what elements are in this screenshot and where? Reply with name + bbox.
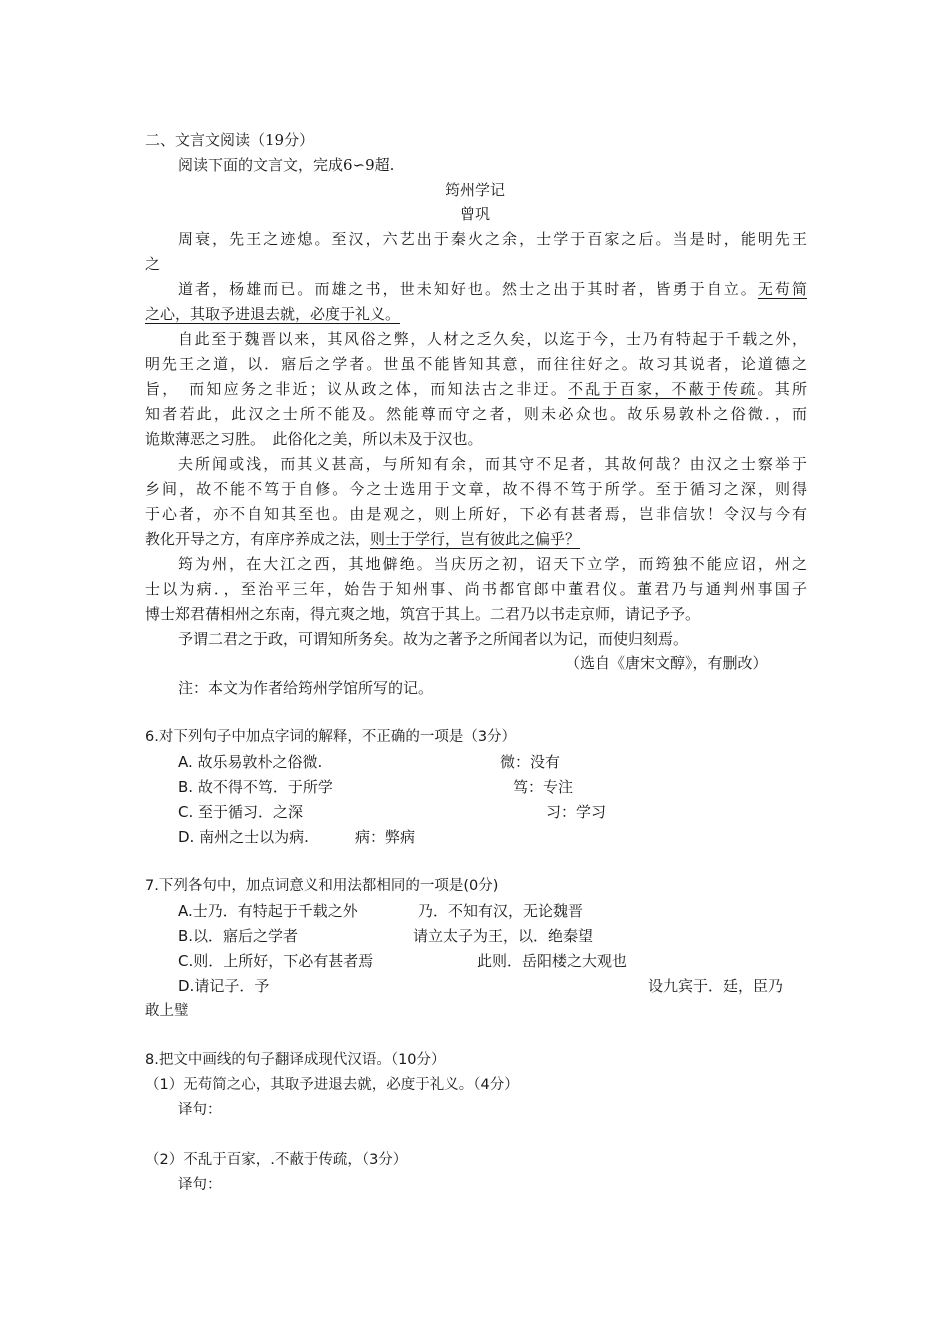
q8-stem: 8.把文中画线的句子翻译成现代汉语。（10分）: [145, 1052, 446, 1068]
para2-line1: 自此至于魏晋以来，其风俗之弊，人材之乏久矣，以迄于今，士乃有特起于千载之外，: [178, 330, 807, 348]
para1-line3-text: 道者，杨雄而已。而雄之书，世未知好也。然士之出于其时者，皆勇于自立。: [178, 280, 758, 298]
para1-line2: 之: [145, 255, 161, 273]
section-title: 二、文言文阅读（19分）: [145, 131, 315, 149]
q8-answer-label-2: 译句：: [178, 1177, 222, 1193]
para2-line3-end: 。其所: [757, 380, 807, 398]
q8-answer-label-1: 译句：: [178, 1102, 222, 1118]
essay-title: 筠州学记: [444, 181, 505, 199]
para3-line2: 乡间，故不能不笃于自修。今之士选用于文章，故不得不笃于所学。至于循习之深，则得: [145, 480, 807, 498]
underlined-sentence-1b: 之心，其取予进退去就，必度于礼义。: [145, 305, 401, 323]
para1-line3: [178, 279, 807, 299]
q7-option-c: C.则．上所好，下必有甚者焉: [178, 952, 374, 970]
q7-option-d-compare: 设九宾于．廷，臣乃: [648, 977, 784, 995]
q7-option-a: A.士乃．有特起于千载之外: [178, 902, 358, 920]
essay-author: 曾巩: [459, 205, 490, 223]
q6-option-c: C. 至于循习．之深: [178, 803, 304, 821]
para3-line4: [145, 529, 580, 549]
para3-line3: 于心者，亦不自知其至也。由是观之，则上所好，下必有甚者焉，岂非信欤！令汉与今有: [145, 505, 807, 523]
para2-line3-text: 旨， 而知应务之非近；议从政之体，而知法古之非迂。: [145, 380, 569, 398]
q6-option-a-answer: 微：没有: [500, 753, 561, 771]
q7-option-d: D.请记子．予: [178, 977, 270, 995]
para1-line1: 周衰，先王之迹熄。至汉，六艺出于秦火之余，士学于百家之后。当是时，能明先王: [178, 230, 807, 248]
q6-option-d-answer: 病：弊病: [355, 828, 416, 846]
para3-line4-text: 教化开导之方，有庠序养成之法，: [145, 530, 371, 548]
q6-stem: 6.对下列句子中加点字词的解释，不正确的一项是（3分）: [145, 729, 517, 745]
para2-line3: [145, 379, 807, 399]
q7-option-b: B.以．寤后之学者: [178, 927, 299, 945]
para2-line5: 诡欺薄恶之习胜。 此俗化之美，所以未及于汉也。: [145, 430, 483, 448]
para5: 予谓二君之于政，可谓知所务矣。故为之著予之所闻者以为记，而使归刻焉。: [178, 630, 689, 648]
footnote: 注：本文为作者给筠州学馆所写的记。: [178, 679, 434, 697]
q7-option-b-compare: 请立太子为王，以．绝秦望: [413, 927, 594, 945]
q6-option-d: D. 南州之士以为病.: [178, 828, 309, 846]
q6-option-c-answer: 习：学习: [546, 803, 607, 821]
q6-option-b: B. 故不得不笃．于所学: [178, 778, 333, 796]
source-citation: （选自《唐宋文醇》，有删改）: [565, 654, 768, 672]
q7-option-c-compare: 此则．岳阳楼之大观也: [477, 952, 628, 970]
para4-line3: 博士郑君蒨相州之东南，得亢爽之地，筑宫于其上。二君乃以书走京师，请记予予。: [145, 605, 701, 623]
underlined-sentence-2: 不乱于百家，不蔽于传疏: [568, 380, 758, 398]
q7-stem: 7.下列各句中，加点词意义和用法都相同的一项是(0分): [145, 878, 499, 894]
para2-line4: 知者若此，此汉之士所不能及。然能尊而守之者，则未必众也。故乐易敦朴之俗微．，而: [145, 405, 807, 423]
instruction: 阅读下面的文言文，完成6∽9超.: [178, 156, 395, 174]
underlined-sentence-3: 则士于学行，岂有彼此之偏乎？: [370, 530, 581, 548]
q8-sub1: （1）无苟简之心，其取予进退去就，必度于礼义。（4分）: [145, 1077, 519, 1093]
para2-line2: 明先王之道，以．寤后之学者。世虽不能皆知其意，而往往好之。故习其说者，论道德之: [145, 355, 807, 373]
underlined-sentence-1a: 无苟简: [757, 280, 807, 298]
q6-option-b-answer: 笃：专注: [513, 778, 574, 796]
para4-line1: 筠为州，在大江之西，其地僻绝。当庆历之初，诏天下立学，而筠独不能应诏，州之: [178, 555, 807, 573]
para3-line1: 夫所闻或浅，而其义甚高，与所知有余，而其守不足者，其故何哉？由汉之士察举于: [178, 455, 807, 473]
q6-option-a: A. 故乐易敦朴之俗微.: [178, 753, 323, 771]
para4-line2: 士以为病．，至治平三年，始告于知州事、尚书都官郎中董君仪。董君乃与通判州事国子: [145, 580, 807, 598]
q8-sub2: （2）不乱于百家，.不蔽于传疏，（3分）: [145, 1152, 408, 1168]
q7-option-d-compare-cont: 敢上璧: [145, 1003, 189, 1019]
q7-option-a-compare: 乃．不知有汉，无论魏晋: [418, 902, 584, 920]
